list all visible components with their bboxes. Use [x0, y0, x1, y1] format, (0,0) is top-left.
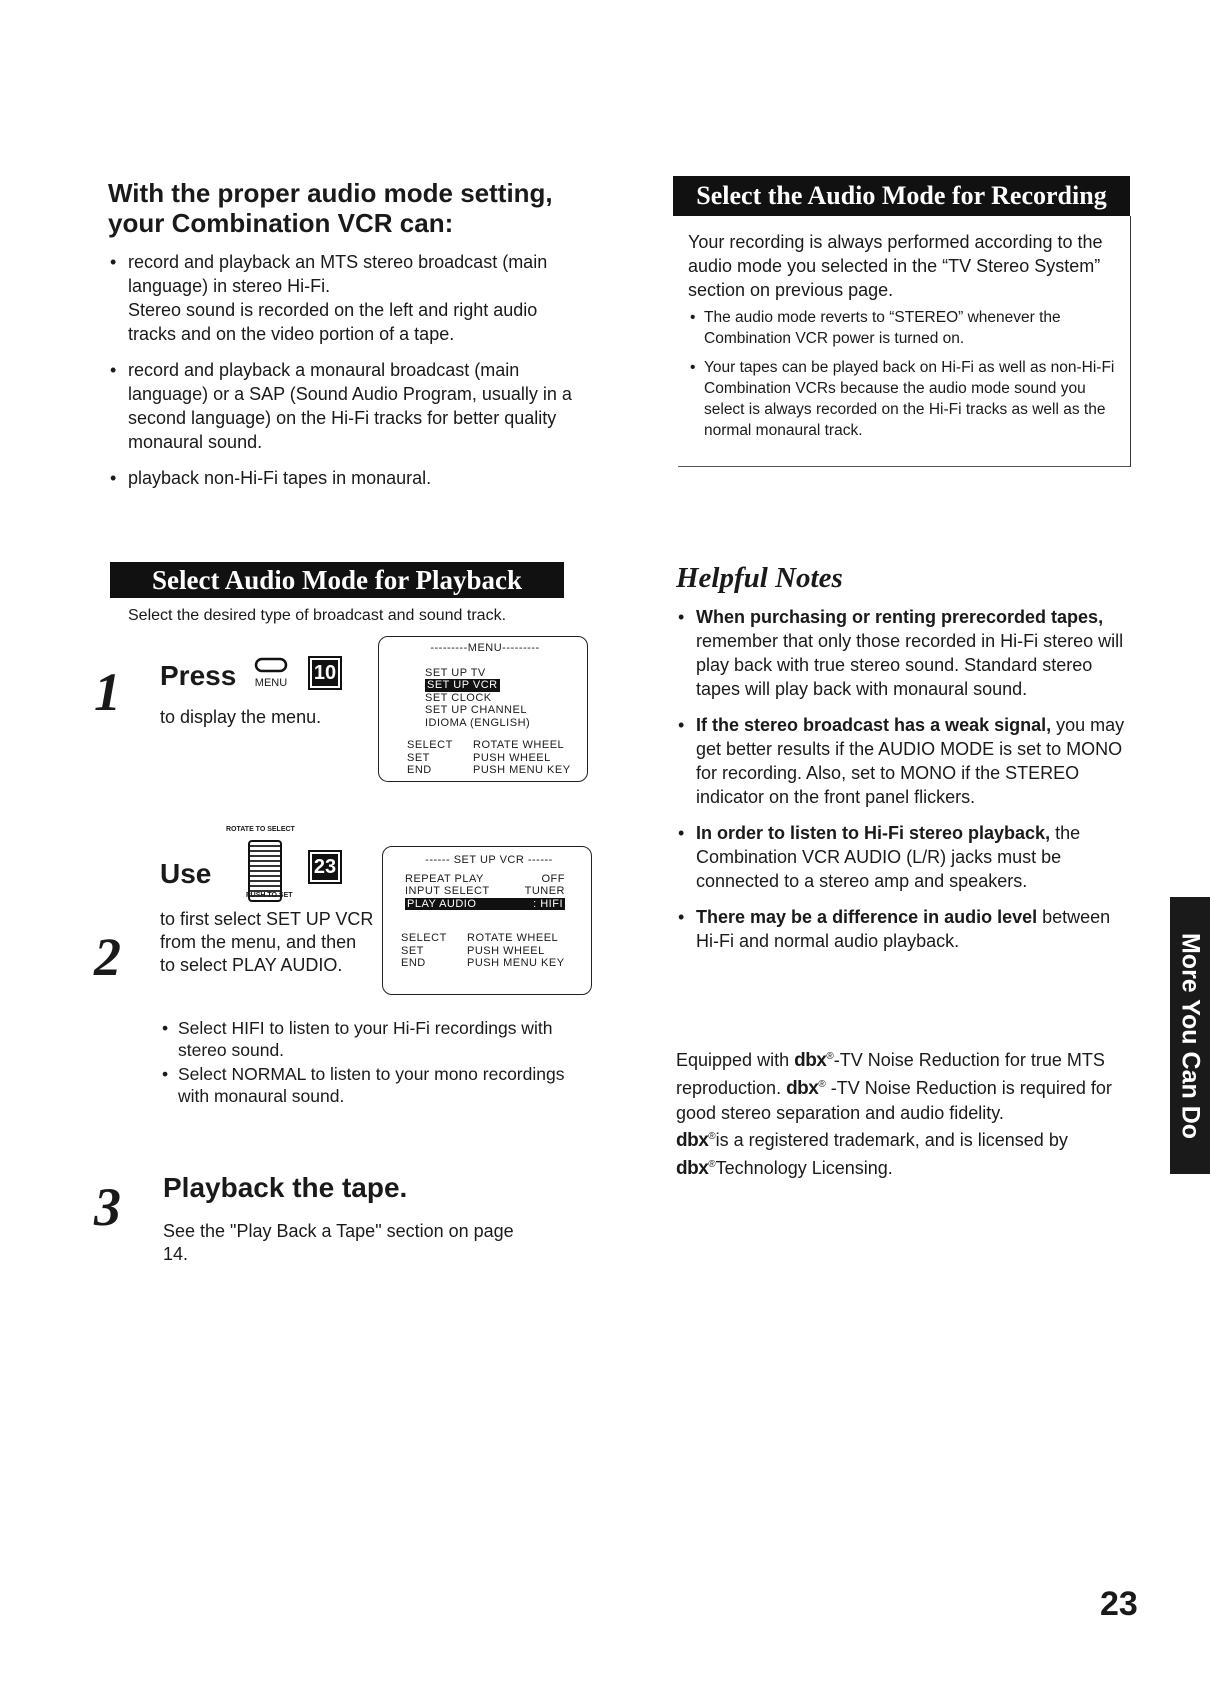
step-2-text: to first select SET UP VCR from the menu, and then to select PLAY AUDIO. [160, 909, 374, 975]
list-item: • Select HIFI to listen to your Hi-Fi recordings with stereo sound. [160, 1017, 580, 1061]
control-value: PUSH MENU KEY [473, 764, 571, 776]
intro-title [108, 178, 588, 238]
list-item: • There may be a difference in audio level between Hi-Fi and normal audio playback. [676, 905, 1136, 953]
control-value: PUSH MENU KEY [467, 957, 565, 969]
recording-bullet-list [688, 307, 1120, 449]
control-value: PUSH WHEEL [467, 944, 545, 957]
control-value: ROTATE WHEEL [473, 739, 565, 751]
playback-section-header: Select Audio Mode for Playback [110, 562, 564, 598]
step-1-text: to display the menu. [160, 707, 322, 727]
list-item: • Select NORMAL to listen to your mono recordings with monaural sound. [160, 1063, 580, 1107]
page-number: 23 [1100, 1585, 1138, 1623]
list-item: • In order to listen to Hi-Fi stereo playback, the Combination VCR AUDIO (L/R) jacks must be connected to a stereo amp and speakers. [676, 821, 1136, 893]
rotate-to-select-label: ROTATE TO SELECT [226, 826, 295, 833]
step-2-reference-badge: 23 [308, 850, 342, 884]
step-3-number: 3 [94, 1177, 121, 1237]
menu-item: SET CLOCK [425, 691, 492, 704]
helpful-notes-title: Helpful Notes [676, 562, 843, 594]
list-item: • record and playback an MTS stereo broadcast (main language) in stereo Hi-Fi. Stereo sound is recorded on the left and right audio tracks and on the video portion of a tape. [108, 250, 578, 346]
control-value: ROTATE WHEEL [467, 932, 559, 944]
menu-item: IDIOMA (ENGLISH) [425, 716, 531, 729]
side-tab-label: More You Can Do [1176, 932, 1205, 1139]
list-item: • The audio mode reverts to “STEREO” whenever the Combination VCR power is turned on. [688, 307, 1120, 349]
control-key: SELECT [407, 739, 453, 751]
main-menu-screen [378, 636, 588, 782]
step-1-title: Press [160, 660, 237, 691]
recording-intro: Your recording is always performed according to the audio mode you selected in the “TV Stereo System” section on previous page. [688, 232, 1103, 300]
step-2-bullet-list [160, 1017, 580, 1109]
main-menu-title: ---------MENU--------- [430, 642, 540, 654]
step-1-reference-badge: 10 [308, 656, 342, 690]
recording-section-header: Select the Audio Mode for Recording [673, 176, 1130, 216]
menu-row: INPUT SELECT TUNER [405, 885, 565, 897]
dbx-notice: Equipped with dbx®-TV Noise Reduction for true MTS reproduction. dbx® -TV Noise Reduction is required for good stereo separation and audio fidelity. dbx®is a registered trademark, and is licensed by dbx®Technology Licensing. [676, 1050, 1112, 1179]
step-2-number: 2 [94, 927, 121, 987]
intro-title-line2: your Combination VCR can: [108, 208, 454, 238]
control-key: SELECT [401, 932, 447, 944]
setup-vcr-menu-screen [382, 846, 592, 995]
list-item: • If the stereo broadcast has a weak signal, you may get better results if the AUDIO MODE is set to MONO for recording. Also, set to MONO if the STEREO indicator on the front panel flickers. [676, 713, 1136, 809]
dbx-logo: dbx [786, 1078, 819, 1099]
menu-item: SET UP CHANNEL [425, 704, 527, 716]
control-value: PUSH WHEEL [473, 751, 551, 764]
step-3-text: See the "Play Back a Tape" section on page 14. [163, 1221, 514, 1264]
step-3-title: Playback the tape. [163, 1172, 408, 1203]
step-1-number: 1 [94, 662, 121, 722]
step-2-title: Use [160, 858, 212, 889]
menu-key-label: MENU [254, 677, 288, 689]
control-key: END [401, 957, 426, 969]
dbx-logo: dbx [794, 1050, 827, 1071]
control-key: END [407, 764, 432, 776]
menu-key-icon [254, 656, 288, 689]
push-to-set-label: PUSH TO SET [246, 892, 293, 899]
list-item: • When purchasing or renting prerecorded tapes, remember that only those recorded in Hi-Fi stereo will play back with true stereo sound. Standard stereo tapes will play back with monaural sound. [676, 605, 1136, 701]
control-key: SET [407, 751, 430, 764]
dbx-logo: dbx [676, 1158, 709, 1179]
list-item: • Your tapes can be played back on Hi-Fi as well as non-Hi-Fi Combination VCRs because the audio mode sound you select is always recorded on the Hi-Fi tracks as well as the normal monaural track. [688, 357, 1120, 441]
list-item: • playback non-Hi-Fi tapes in monaural. [108, 466, 578, 490]
list-item: • record and playback a monaural broadcast (main language) or a SAP (Sound Audio Program, usually in a second language) on the Hi-Fi tracks for better quality monaural sound. [108, 358, 578, 454]
menu-item: SET UP TV [425, 666, 486, 679]
menu-row-highlighted: PLAY AUDIO : HIFI [407, 897, 563, 910]
setup-vcr-menu-title: ------ SET UP VCR ------ [425, 854, 553, 866]
menu-item: SET UP VCR [427, 679, 498, 691]
dbx-logo: dbx [676, 1130, 709, 1151]
menu-row: REPEAT PLAY OFF [405, 872, 565, 885]
helpful-notes-list [676, 605, 1136, 965]
control-key: SET [401, 944, 424, 957]
playback-subtitle: Select the desired type of broadcast and sound track. [128, 607, 507, 624]
intro-title-line1: With the proper audio mode setting, [108, 178, 553, 208]
section-side-tab [1170, 897, 1210, 1174]
intro-bullet-list [108, 250, 578, 502]
menu-button-shape-icon [254, 656, 288, 674]
